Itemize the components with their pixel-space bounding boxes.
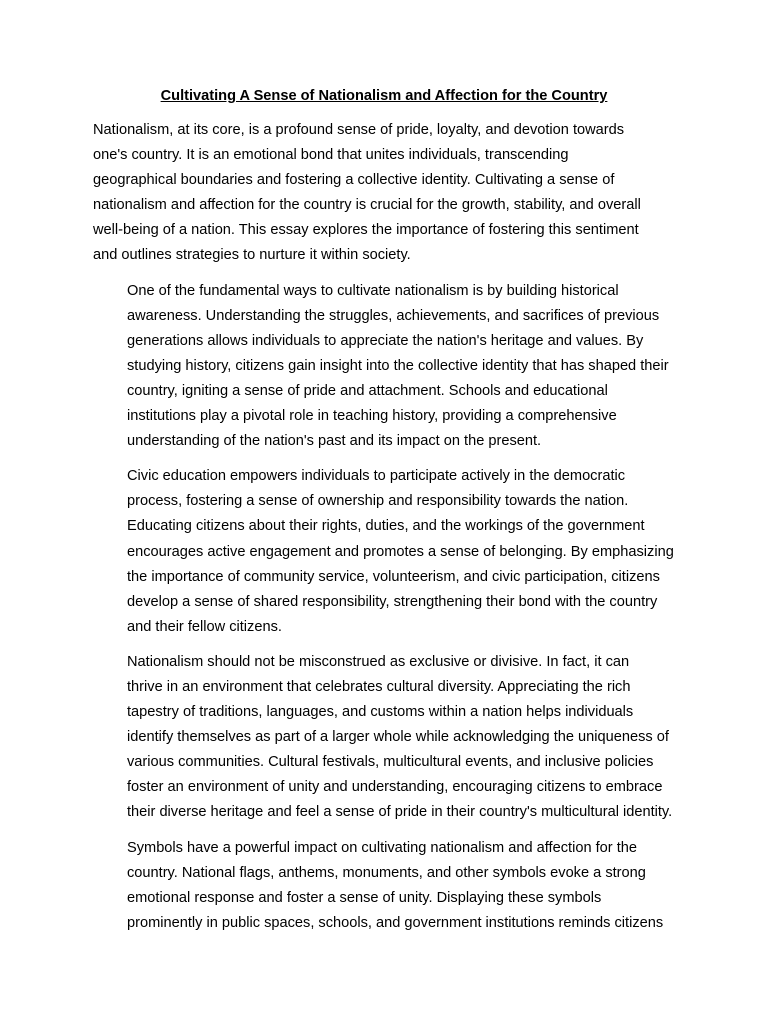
text-line: various communities. Cultural festivals, multicultural events, and inclusive policies: [127, 754, 654, 771]
text-line: and their fellow citizens.: [127, 618, 282, 635]
text-line: thrive in an environment that celebrates cultural diversity. Appreciating the rich: [127, 678, 631, 695]
paragraph: [93, 650, 677, 826]
text-line: prominently in public spaces, schools, and government institutions reminds citizens: [127, 914, 664, 931]
text-line: country. National flags, anthems, monuments, and other symbols evoke a strong: [127, 864, 646, 881]
text-line: one's country. It is an emotional bond that unites individuals, transcending: [93, 147, 569, 164]
text-line: geographical boundaries and fostering a collective identity. Cultivating a sense of: [93, 172, 615, 189]
text-line: tapestry of traditions, languages, and customs within a nation helps individuals: [127, 704, 634, 721]
text-line: Civic education empowers individuals to participate actively in the democratic: [127, 468, 626, 485]
text-line: encourages active engagement and promotes a sense of belonging. By emphasizing: [127, 543, 674, 560]
text-line: well-being of a nation. This essay explores the importance of fostering this sentiment: [93, 222, 639, 239]
text-line: studying history, citizens gain insight into the collective identity that has shaped their: [127, 357, 669, 374]
text-line: institutions play a pivotal role in teaching history, providing a comprehensive: [127, 408, 617, 425]
text-line: awareness. Understanding the struggles, achievements, and sacrifices of previous: [127, 307, 660, 324]
paragraph: [93, 836, 677, 936]
text-line: Symbols have a powerful impact on cultivating nationalism and affection for the: [127, 839, 637, 856]
paragraph: [93, 279, 677, 455]
text-line: nationalism and affection for the country is crucial for the growth, stability, and overall: [93, 197, 641, 214]
text-line: foster an environment of unity and understanding, encouraging citizens to embrace: [127, 779, 663, 796]
document-body: [93, 118, 677, 946]
text-line: generations allows individuals to appreciate the nation's heritage and values. By: [127, 332, 644, 349]
text-line: understanding of the nation's past and its impact on the present.: [127, 433, 542, 450]
text-line: and outlines strategies to nurture it within society.: [93, 247, 411, 264]
text-line: process, fostering a sense of ownership and responsibility towards the nation.: [127, 493, 629, 510]
document-title: Cultivating A Sense of Nationalism and Affection for the Country: [160, 88, 608, 104]
text-line: country, igniting a sense of pride and attachment. Schools and educational: [127, 382, 608, 399]
text-line: Nationalism should not be misconstrued as exclusive or divisive. In fact, it can: [127, 653, 630, 670]
text-line: Educating citizens about their rights, duties, and the workings of the government: [127, 518, 645, 535]
text-line: develop a sense of shared responsibility, strengthening their bond with the country: [127, 593, 658, 610]
paragraph: [93, 464, 677, 640]
text-line: their diverse heritage and feel a sense of pride in their country's multicultural identity.: [127, 804, 673, 821]
paragraph: [93, 118, 677, 269]
text-line: Nationalism, at its core, is a profound sense of pride, loyalty, and devotion towards: [93, 122, 625, 138]
text-line: emotional response and foster a sense of unity. Displaying these symbols: [127, 889, 602, 906]
text-line: the importance of community service, volunteerism, and civic participation, citizens: [127, 568, 660, 585]
text-line: identify themselves as part of a larger whole while acknowledging the uniqueness of: [127, 729, 669, 746]
text-line: One of the fundamental ways to cultivate nationalism is by building historical: [127, 282, 619, 299]
